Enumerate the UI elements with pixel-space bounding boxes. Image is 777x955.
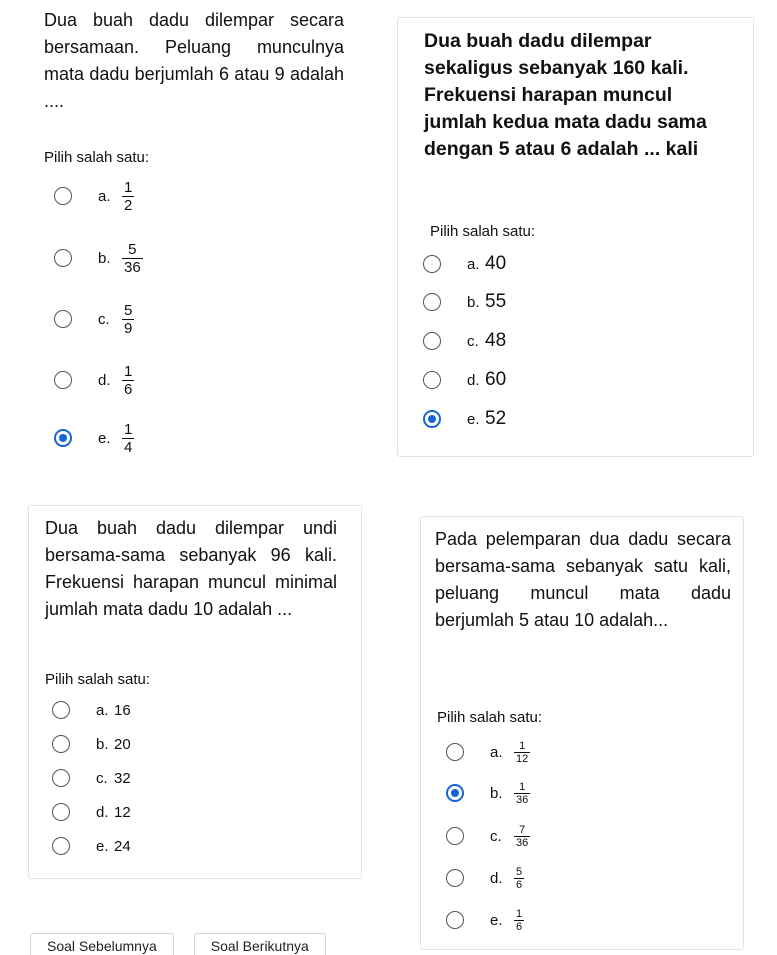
option-letter: d.	[467, 371, 480, 389]
radio-button[interactable]	[423, 293, 441, 311]
option-e[interactable]	[52, 832, 131, 860]
option-b[interactable]	[52, 730, 131, 758]
option-value: 52	[485, 408, 507, 429]
fraction	[514, 740, 530, 765]
instruction-text: Pilih salah satu:	[45, 671, 151, 688]
option-b[interactable]	[423, 288, 506, 316]
option-d[interactable]	[54, 362, 134, 398]
fraction	[122, 363, 134, 398]
numerator: 5	[124, 301, 133, 319]
numerator: 5	[128, 240, 137, 258]
option-c[interactable]	[52, 764, 131, 792]
fraction	[514, 866, 524, 891]
option-a[interactable]	[52, 696, 131, 724]
denominator: 6	[124, 380, 133, 398]
denominator: 12	[516, 752, 529, 765]
option-letter: c.	[98, 310, 110, 328]
radio-button[interactable]	[423, 332, 441, 350]
denominator: 6	[516, 920, 523, 933]
question-text: Dua buah dadu dilempar undi bersama-sama sebanyak 96 kali. Frekuensi harapan muncul minimal jumlah mata dadu 10 adalah ...	[45, 518, 337, 619]
option-letter: c.	[490, 827, 502, 845]
option-letter: a.	[98, 187, 111, 205]
radio-button[interactable]	[52, 837, 70, 855]
radio-button[interactable]	[446, 869, 464, 887]
question-text: Dua buah dadu dilempar secara bersamaan. Peluang munculnya mata dadu berjumlah 6 atau 9 adalah ....	[44, 10, 344, 111]
question-navigation	[30, 933, 326, 955]
radio-button[interactable]	[446, 827, 464, 845]
radio-button[interactable]	[54, 310, 72, 328]
question-text: Dua buah dadu dilempar sekaligus sebanyak 160 kali. Frekuensi harapan muncul jumlah kedua mata dadu sama dengan 5 atau 6 adalah ... kali	[424, 30, 707, 160]
next-question-button[interactable]: Soal Berikutnya	[194, 933, 326, 955]
fraction	[514, 781, 530, 806]
option-c[interactable]	[446, 822, 530, 850]
option-letter: b.	[98, 249, 111, 267]
denominator: 9	[124, 319, 133, 337]
option-c[interactable]	[54, 301, 134, 337]
question-card-1	[0, 0, 380, 480]
numerator: 1	[124, 362, 133, 380]
radio-button-selected[interactable]	[446, 784, 464, 802]
option-letter: a.	[96, 701, 109, 719]
fraction	[514, 908, 524, 933]
fraction	[122, 241, 143, 276]
option-d[interactable]	[446, 864, 524, 892]
instruction-text: Pilih salah satu:	[430, 223, 536, 240]
option-value: 32	[114, 769, 131, 787]
option-letter: e.	[467, 410, 480, 428]
option-value: 55	[485, 291, 507, 312]
radio-button[interactable]	[54, 371, 72, 389]
numerator: 1	[124, 178, 133, 196]
denominator: 2	[124, 196, 133, 214]
option-letter: b.	[490, 784, 503, 802]
radio-button-selected[interactable]	[54, 429, 72, 447]
option-letter: b.	[467, 293, 480, 311]
instruction-text: Pilih salah satu:	[44, 149, 150, 166]
option-letter: d.	[98, 371, 111, 389]
radio-button[interactable]	[423, 371, 441, 389]
option-a[interactable]	[446, 738, 530, 766]
radio-button[interactable]	[52, 735, 70, 753]
option-letter: d.	[490, 869, 503, 887]
option-letter: c.	[96, 769, 108, 787]
option-letter: e.	[98, 429, 111, 447]
radio-button[interactable]	[423, 255, 441, 273]
fraction	[122, 179, 134, 214]
option-b[interactable]	[54, 240, 143, 276]
denominator: 36	[124, 258, 141, 276]
radio-button-selected[interactable]	[423, 410, 441, 428]
fraction	[122, 302, 134, 337]
radio-button[interactable]	[446, 911, 464, 929]
option-value: 48	[485, 330, 507, 351]
question-card-2	[397, 17, 754, 457]
option-a[interactable]	[54, 178, 134, 214]
previous-question-button[interactable]: Soal Sebelumnya	[30, 933, 174, 955]
option-letter: b.	[96, 735, 109, 753]
option-c[interactable]	[423, 327, 506, 355]
option-letter: e.	[490, 911, 503, 929]
question-card-4	[420, 516, 744, 950]
numerator: 1	[516, 907, 523, 920]
numerator: 5	[516, 865, 523, 878]
option-letter: a.	[490, 743, 503, 761]
fraction	[514, 824, 530, 849]
denominator: 36	[516, 793, 529, 806]
radio-button[interactable]	[52, 769, 70, 787]
radio-button[interactable]	[446, 743, 464, 761]
option-e[interactable]	[423, 405, 506, 433]
numerator: 1	[124, 420, 133, 438]
numerator: 7	[519, 823, 526, 836]
denominator: 6	[516, 878, 523, 891]
option-e[interactable]	[446, 906, 524, 934]
fraction	[122, 421, 134, 456]
option-value: 12	[114, 803, 131, 821]
option-value: 20	[114, 735, 131, 753]
radio-button[interactable]	[54, 187, 72, 205]
denominator: 4	[124, 438, 133, 456]
question-card-3	[28, 505, 362, 879]
numerator: 1	[519, 780, 526, 793]
option-d[interactable]	[52, 798, 131, 826]
radio-button[interactable]	[52, 803, 70, 821]
option-d[interactable]	[423, 366, 506, 394]
option-letter: a.	[467, 255, 480, 273]
radio-button[interactable]	[54, 249, 72, 267]
option-letter: d.	[96, 803, 109, 821]
option-letter: e.	[96, 837, 109, 855]
question-text: Pada pelemparan dua dadu secara bersama-sama sebanyak satu kali, peluang muncul mata dadu berjumlah 5 atau 10 adalah...	[435, 529, 731, 630]
instruction-text: Pilih salah satu:	[437, 709, 543, 726]
numerator: 1	[519, 739, 526, 752]
denominator: 36	[516, 836, 529, 849]
option-value: 24	[114, 837, 131, 855]
option-value: 60	[485, 369, 507, 390]
option-b[interactable]	[446, 779, 530, 807]
radio-button[interactable]	[52, 701, 70, 719]
option-e[interactable]	[54, 420, 134, 456]
option-value: 16	[114, 701, 131, 719]
option-a[interactable]	[423, 250, 506, 278]
option-value: 40	[485, 253, 507, 274]
option-letter: c.	[467, 332, 479, 350]
